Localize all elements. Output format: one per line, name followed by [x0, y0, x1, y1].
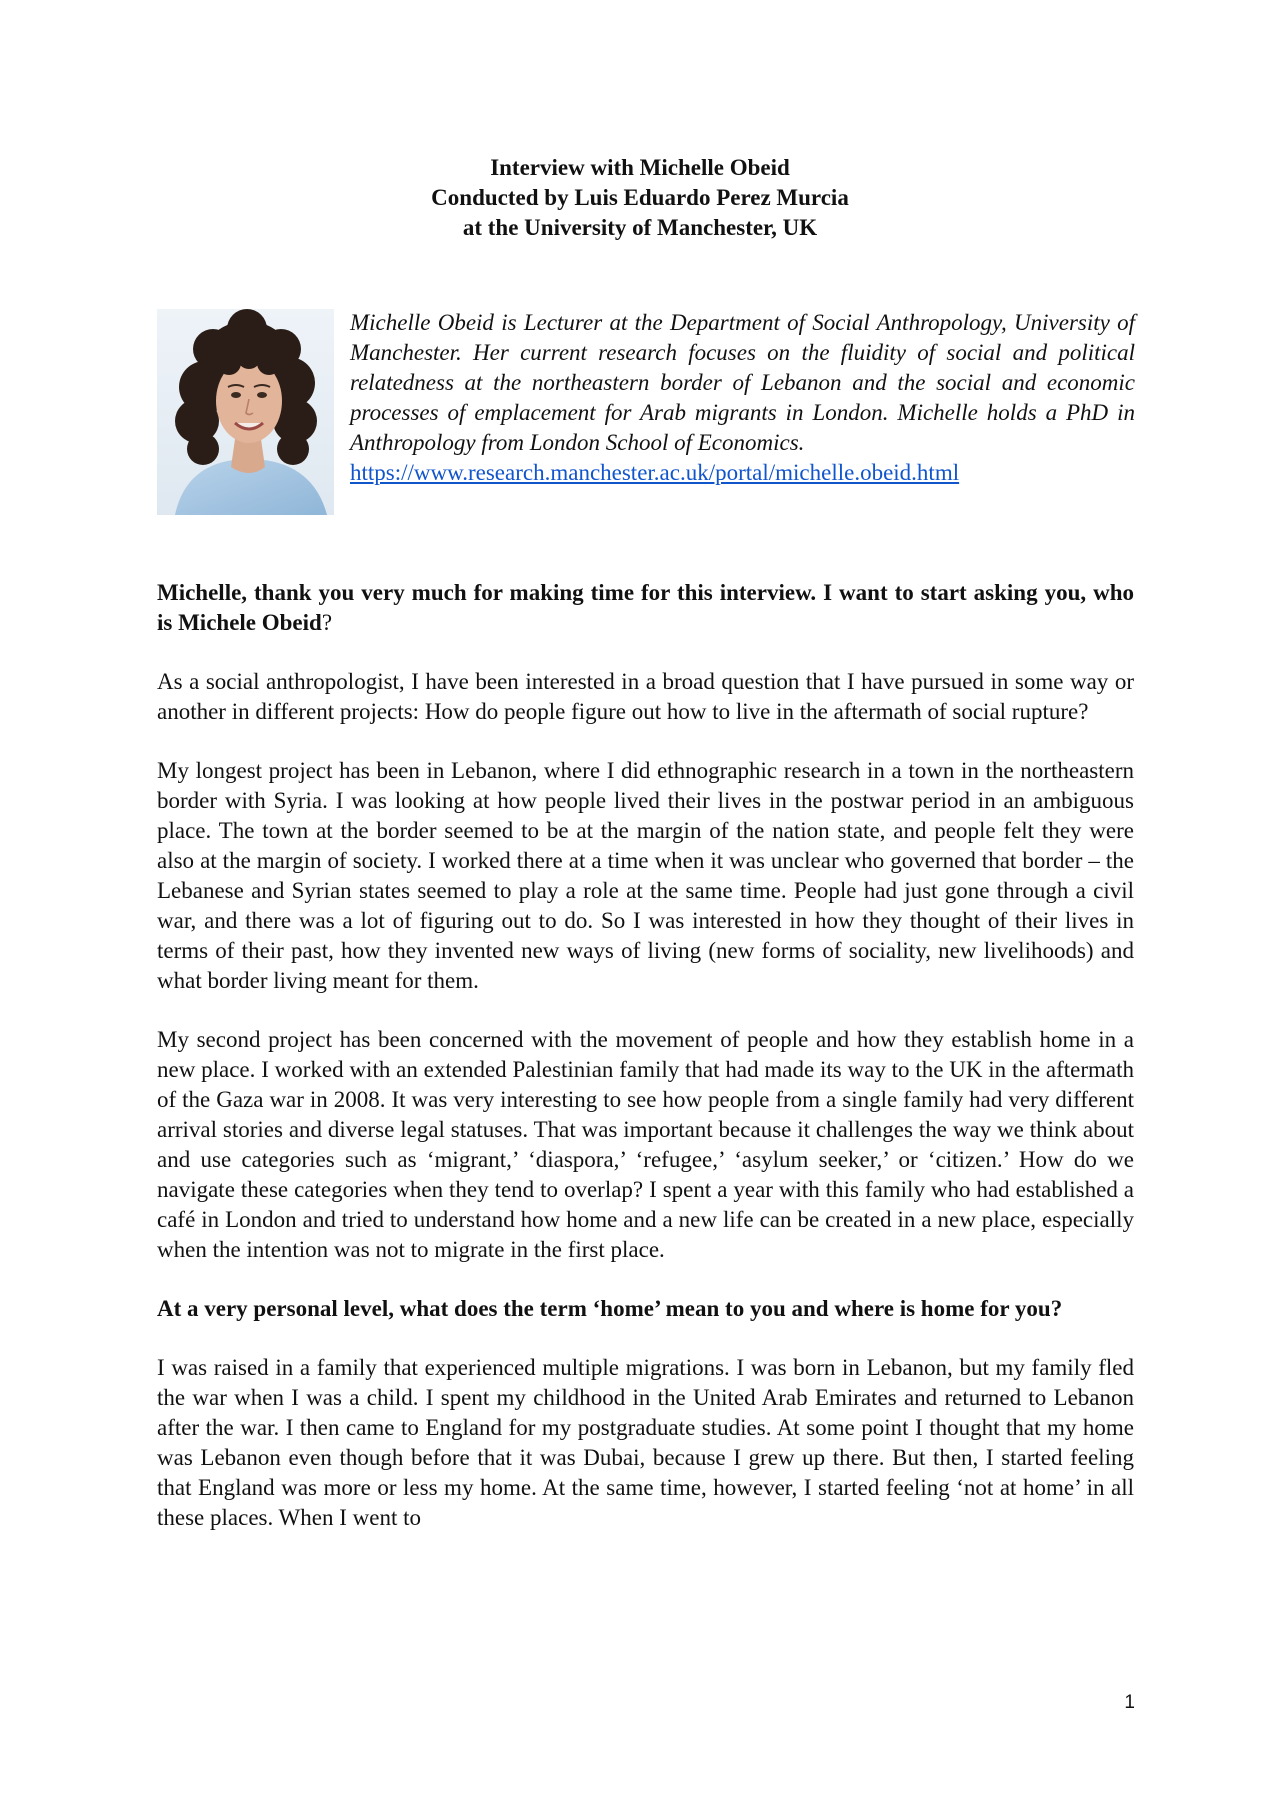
interview-header	[0, 153, 1280, 243]
answer-1-paragraph-1: As a social anthropologist, I have been interested in a broad question that I have pursued in some way or another in different projects: How do people figure out how to live in the aftermath of social rupture?	[157, 669, 1134, 724]
header-interviewer: Conducted by Luis Eduardo Perez Murcia	[431, 185, 849, 210]
question-1-text: Michelle, thank you very much for making time for this interview. I want to start asking you, who is Michele Obeid	[157, 580, 1134, 635]
interview-body	[157, 578, 1134, 1533]
profile-link[interactable]: https://www.research.manchester.ac.uk/portal/michelle.obeid.html	[350, 460, 960, 485]
question-2: At a very personal level, what does the term ‘home’ mean to you and where is home for you?	[157, 1296, 1063, 1321]
answer-1-paragraph-3: My second project has been concerned with the movement of people and how they establish home in a new place. I worked with an extended Palestinian family that had made its way to the UK in the aftermath of the Gaza war in 2008. It was very interesting to see how people from a single family had very different arrival stories and diverse legal statuses. That was important because it challenges the way we think about and use categories such as ‘migrant,’ ‘diaspora,’ ‘refugee,’ ‘asylum seeker,’ or ‘citizen.’ How do we navigate these categories when they tend to overlap? I spent a year with this family who had established a café in London and tried to understand how home and a new life can be created in a new place, especially when the intention was not to migrate in the first place.	[157, 1027, 1134, 1262]
author-bio	[350, 308, 1135, 488]
page-number: 1	[1124, 1692, 1135, 1713]
answer-1-paragraph-2: My longest project has been in Lebanon, where I did ethnographic research in a town in the northeastern border with Syria. I was looking at how people lived their lives in the postwar period in an ambiguous place. The town at the border seemed to be at the margin of the nation state, and people felt they were also at the margin of society. I worked there at a time when it was unclear who governed that border – the Lebanese and Syrian states seemed to play a role at the same time. People had just gone through a civil war, and there was a lot of figuring out to do. So I was interested in how they thought of their lives in terms of their past, how they invented new ways of living (new forms of sociality, new livelihoods) and what border living meant for them.	[157, 758, 1134, 993]
portrait-photo	[157, 309, 334, 515]
header-location: at the University of Manchester, UK	[462, 215, 818, 240]
bio-text: Michelle Obeid is Lecturer at the Department of Social Anthropology, University of Manchester. Her current research focuses on the fluidity of social and political relatedness at the northeastern border of Lebanon and the social and economic processes of emplacement for Arab migrants in London. Michelle holds a PhD in Anthropology from London School of Economics.	[350, 310, 1135, 455]
portrait-illustration	[157, 309, 334, 515]
answer-2-paragraph-1: I was raised in a family that experienced multiple migrations. I was born in Lebanon, but my family fled the war when I was a child. I spent my childhood in the United Arab Emirates and returned to Lebanon after the war. I then came to England for my postgraduate studies. At some point I thought that my home was Lebanon even though before that it was Dubai, because I grew up there. But then, I started feeling that England was more or less my home. At the same time, however, I started feeling ‘not at home’ in all these places. When I went to	[157, 1355, 1134, 1530]
question-1	[157, 578, 1134, 638]
question-1-mark: ?	[321, 610, 333, 635]
header-title: Interview with Michelle Obeid	[490, 155, 790, 180]
